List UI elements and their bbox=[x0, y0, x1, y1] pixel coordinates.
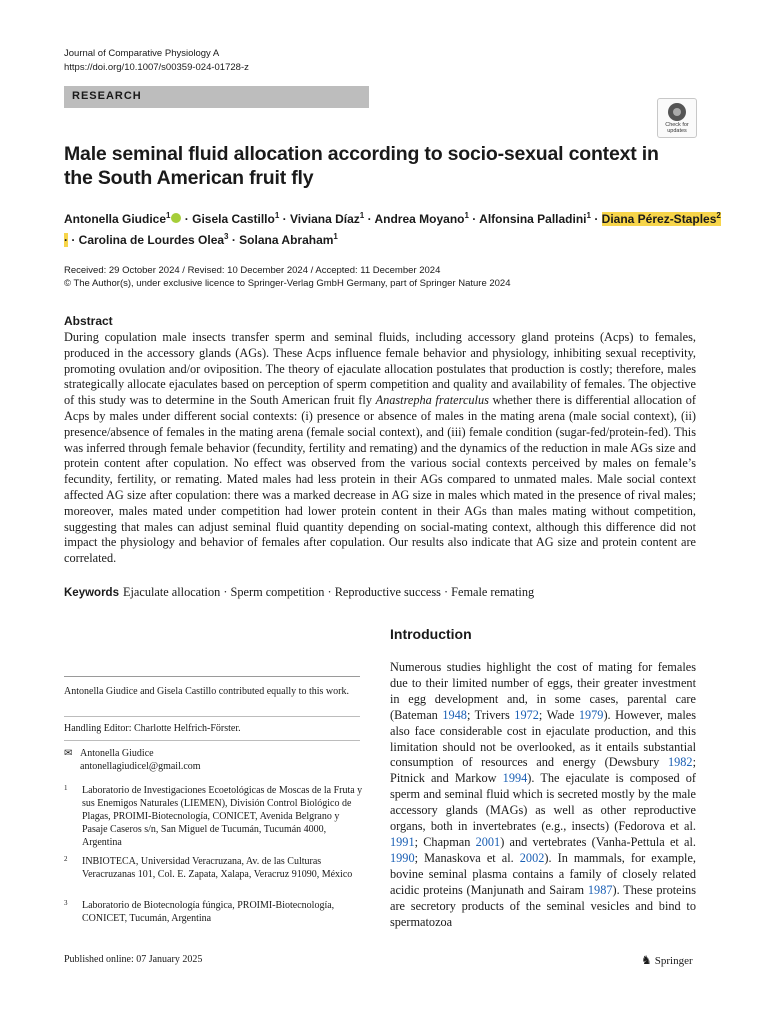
intro-text: ; Wade bbox=[538, 707, 579, 722]
author-name-text: Alfonsina Palladini bbox=[479, 212, 587, 226]
author-name-text: Diana Pérez-Staples bbox=[601, 212, 717, 226]
affiliation-number: 1 bbox=[64, 784, 68, 792]
author-separator: · bbox=[594, 212, 602, 226]
article-type-label: RESEARCH bbox=[72, 90, 142, 102]
intro-text: ) and vertebrates (Vanha-Pettula et al. bbox=[500, 834, 696, 849]
publisher-name: Springer bbox=[654, 955, 693, 967]
author-affiliation-mark: 1 bbox=[274, 211, 280, 220]
author-affiliation-mark: 3 bbox=[224, 232, 229, 241]
citation-link[interactable]: 1948 bbox=[442, 707, 467, 722]
article-type-bar bbox=[64, 86, 369, 108]
intro-text: ; Trivers bbox=[466, 707, 515, 722]
intro-text: ; Manaskova et al. bbox=[414, 850, 520, 865]
orcid-icon[interactable] bbox=[171, 213, 181, 223]
footnote-divider-3 bbox=[64, 740, 360, 741]
author-separator: · bbox=[181, 212, 193, 226]
published-date: Published online: 07 January 2025 bbox=[64, 954, 203, 965]
author-name[interactable] bbox=[290, 212, 364, 226]
author-name-text: Antonella Giudice bbox=[64, 212, 167, 226]
abstract-body bbox=[64, 330, 696, 567]
footnote-divider-2 bbox=[64, 716, 360, 717]
introduction-body bbox=[390, 660, 696, 930]
contribution-note: Antonella Giudice and Gisela Castillo contributed equally to this work. bbox=[64, 686, 349, 697]
author-affiliation-mark: 1 bbox=[359, 211, 365, 220]
affiliation-1 bbox=[64, 784, 364, 849]
author-name-text: Gisela Castillo bbox=[192, 212, 275, 226]
keyword: Reproductive success bbox=[334, 585, 441, 599]
author-name[interactable]: Diana Pérez-Staples$^2$ · bbox=[64, 211, 721, 247]
affiliation-3 bbox=[64, 899, 364, 925]
corresponding-email[interactable]: antonellagiudicel@gmail.com bbox=[80, 761, 201, 772]
author-separator: · bbox=[468, 212, 480, 226]
author-affiliation-mark: 1 bbox=[586, 211, 591, 220]
paper-title: Male seminal fluid allocation according to socio-sexual context in the South American fruit fly bbox=[64, 143, 659, 189]
intro-text: ). These proteins are secretory products of the seminal vesicles and bind to spermatozoa bbox=[390, 882, 696, 929]
author-affiliation-mark: 2 bbox=[716, 211, 721, 220]
citation-link[interactable]: 1982 bbox=[667, 755, 693, 770]
copyright-line: © The Author(s), under exclusive licence to Springer-Verlag GmbH Germany, part of Springer Nature 2024 bbox=[64, 278, 511, 289]
author-separator: · bbox=[228, 233, 240, 247]
author-name-text: Viviana Díaz bbox=[289, 212, 360, 226]
affiliation-text: Laboratorio de Biotecnología fúngica, PROIMI-Biotecnología, CONICET, Tucumán, Argentina bbox=[82, 900, 335, 924]
history-dates: Received: 29 October 2024 / Revised: 10 December 2024 / Accepted: 11 December 2024 bbox=[64, 265, 441, 276]
intro-text: ). The ejaculate is composed of sperm and seminal fluid which is secreted mostly by the male accessory glands (MAGs) as well as other reproductive organs, both in invertebrates (e.g., insects) (Fedorova et al. bbox=[390, 771, 696, 834]
author-name[interactable] bbox=[239, 233, 338, 247]
abstract-text-2: whether there is differential allocation of Acps by males under different social contexts: (i) presence or absence of males in the mating arena (male social context), (ii) presence/absence of females in the mating arena (female social context), and (iii) female condition (sugar-fed/protein-fed). This was inferred through female behavior (fecundity, fertility and remating) and the dynamics of the reduction in male AGs size and protein content after copulation. No effect was observed from the various social contexts perceived by males on female’s fecundity, fertility, or remating. Mated males had less protein in their AGs compared to unmated males. Male social context affected AG size after copulation: there was a marked decrease in AG size in males which mated in the presence of rival males; moreover, males mated under competition had lower protein content in their AGs than males mating without competition, suggesting that males can adjust seminal fluid quantity depending on social-mating context, although this difference did not impact the physiology and behavior of females after copulation. Our results also indicate that AG size and protein content are correlated. bbox=[64, 393, 696, 566]
author-name-text: Carolina de Lourdes Olea bbox=[78, 233, 225, 247]
handling-editor: Handling Editor: Charlotte Helfrich-Förster. bbox=[64, 723, 241, 734]
affiliation-text: Laboratorio de Investigaciones Ecoetológicas de Moscas de la Fruta y sus Enemigos Naturales (LIEMEN), División Control Biológico de Plagas, PROIMI-Biotecnología, CONICET, Avenida Belgrano y Pasaje Caseros s/n, San Miguel de Tucumán, Tucumán 4000, Argentina bbox=[82, 785, 363, 848]
author-name[interactable] bbox=[79, 233, 229, 247]
springer-horse-icon: ♞ bbox=[641, 953, 652, 967]
keyword: Ejaculate allocation bbox=[122, 585, 221, 599]
publisher-logo[interactable] bbox=[641, 953, 693, 968]
abstract-text-1: During copulation male insects transfer sperm and seminal fluids, including accessory gland proteins (Acps) to females, produced in the accessory glands (AGs). These Acps influence female behavior and physiology, inhibiting sexual receptivity, promoting ovulation and/or oviposition. The theory of ejaculate allocation postulates that production is costly; therefore, males strategically allocate ejaculates based on perception of sperm competition and quality and availability of females. The objective of this study was to determine in the South American fruit fly bbox=[64, 330, 696, 408]
author-name[interactable] bbox=[64, 212, 181, 226]
citation-link[interactable]: 1991 bbox=[390, 834, 415, 849]
citation-link[interactable]: 1987 bbox=[587, 882, 613, 897]
author-name-text: Andrea Moyano bbox=[374, 212, 465, 226]
corresponding-author bbox=[64, 747, 364, 773]
footnote-divider bbox=[64, 676, 360, 677]
citation-link[interactable]: 1994 bbox=[502, 771, 528, 786]
keywords-heading: Keywords bbox=[64, 587, 119, 599]
corresponding-name: Antonella Giudice bbox=[80, 748, 154, 759]
citation-link[interactable]: 2002 bbox=[519, 850, 545, 865]
citation-link[interactable]: 1990 bbox=[390, 850, 415, 865]
check-updates-label-2: updates bbox=[667, 128, 687, 134]
abstract-heading: Abstract bbox=[64, 314, 113, 328]
intro-text: ; Pitnick and Markow bbox=[390, 755, 696, 786]
check-updates-icon bbox=[668, 103, 686, 121]
affiliation-number: 3 bbox=[64, 899, 68, 907]
intro-text: ). However, males also face considerable cost in ejaculate production, and this limitation should not be overlooked, as it entails substantial consumption of resources and energy (Dewsbury bbox=[390, 707, 697, 770]
keyword: Female remating bbox=[451, 585, 535, 599]
check-for-updates-badge[interactable] bbox=[657, 98, 697, 138]
check-updates-label-1: Check for bbox=[665, 122, 689, 128]
keywords-line: Keywords Ejaculate allocation · Sperm competition · Reproductive success · Female remating bbox=[64, 585, 535, 599]
introduction-heading: Introduction bbox=[390, 626, 472, 642]
author-affiliation-mark: 1 bbox=[333, 232, 338, 241]
citation-link[interactable]: 1979 bbox=[578, 707, 604, 722]
keyword: Sperm competition bbox=[230, 585, 325, 599]
author-separator: · bbox=[364, 212, 375, 226]
citation-link[interactable]: 1972 bbox=[514, 707, 539, 722]
envelope-icon: ✉ bbox=[64, 748, 73, 759]
author-affiliation-mark: 1 bbox=[166, 211, 171, 220]
author-separator: · bbox=[279, 212, 290, 226]
intro-text: ; Chapman bbox=[414, 834, 476, 849]
author-affiliation-mark: 1 bbox=[464, 211, 469, 220]
author-list bbox=[64, 207, 724, 249]
author-name[interactable] bbox=[374, 212, 468, 226]
affiliation-number: 2 bbox=[64, 855, 68, 863]
affiliation-text: INBIOTECA, Universidad Veracruzana, Av. de las Culturas Veracruzanas 101, Col. E. Zapata, Xalapa, Veracruz 91090, México bbox=[82, 856, 353, 880]
intro-text: ). In mammals, for example, bovine seminal plasma contains a family of closely related acidic proteins (Manjunath and Sairam bbox=[390, 850, 696, 897]
intro-text: Numerous studies highlight the cost of mating for females due to their limited number of eggs, their greater investment in egg development and, in some cases, parental care (Bateman bbox=[390, 660, 696, 722]
doi-link[interactable]: https://doi.org/10.1007/s00359-024-01728-z bbox=[64, 62, 249, 73]
journal-header bbox=[64, 47, 249, 75]
affiliation-2 bbox=[64, 855, 364, 881]
abstract-species: Anastrepha fraterculus bbox=[375, 393, 489, 408]
author-name[interactable] bbox=[192, 212, 279, 226]
citation-link[interactable]: 2001 bbox=[475, 834, 501, 849]
author-name[interactable] bbox=[479, 212, 591, 226]
author-separator: · bbox=[68, 233, 79, 247]
author-name-text: Solana Abraham bbox=[239, 233, 334, 247]
journal-name: Journal of Comparative Physiology A bbox=[64, 48, 220, 59]
article-history bbox=[64, 264, 511, 290]
